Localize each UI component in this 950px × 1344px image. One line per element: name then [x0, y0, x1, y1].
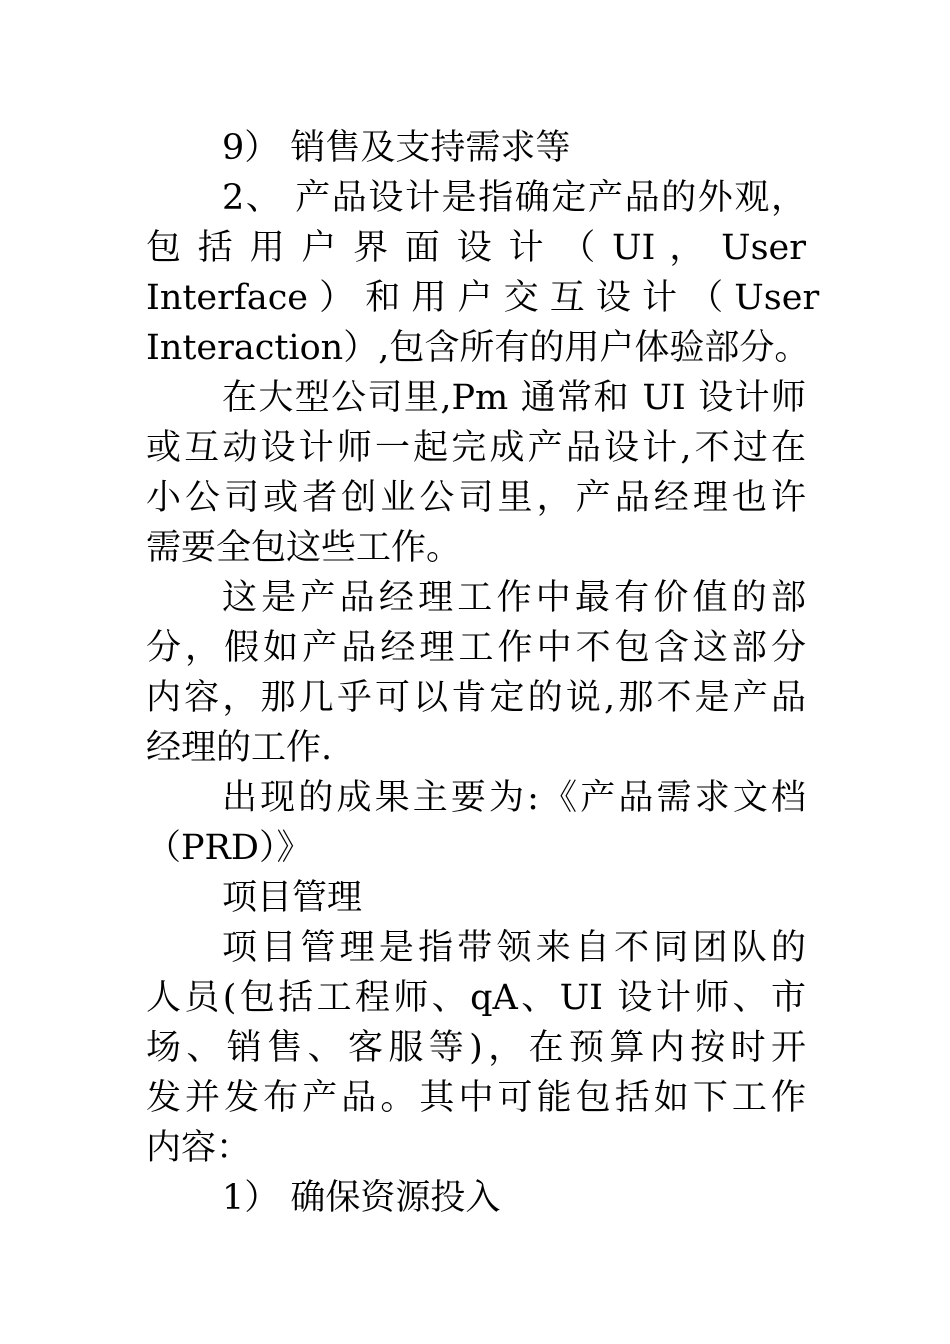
paragraph-line: 人员(包括工程师、qA、UI 设计师、市 [146, 978, 806, 1018]
paragraph-line: （PRD）》 [146, 828, 312, 868]
paragraph-line: 经理的工作. [146, 728, 333, 768]
paragraph-line: 发并发布产品。其中可能包括如下工作 [146, 1078, 806, 1118]
paragraph-line: 这是产品经理工作中最有价值的部 [222, 578, 806, 618]
list-item-1: 1） 确保资源投入 [222, 1178, 501, 1218]
list-item-9: 9） 销售及支持需求等 [222, 128, 571, 168]
paragraph-line: 场、销售、客服等)，在预算内按时开 [146, 1028, 806, 1068]
paragraph-line: 出现的成果主要为:《产品需求文档 [222, 778, 806, 818]
paragraph-line: 分，假如产品经理工作中不包含这部分 [146, 628, 806, 668]
paragraph-line: 内容，那几乎可以肯定的说,那不是产品 [146, 678, 806, 718]
paragraph-line: 需要全包这些工作。 [146, 528, 462, 568]
paragraph-line: 内容： [146, 1128, 252, 1168]
paragraph-line: 包 括 用 户 界 面 设 计 （ UI ， User [146, 228, 806, 268]
paragraph-line: 小公司或者创业公司里，产品经理也许 [146, 478, 806, 518]
paragraph-line: 在大型公司里,Pm 通常和 UI 设计师 [222, 378, 806, 418]
paragraph-line: 项目管理是指带领来自不同团队的 [222, 928, 806, 968]
paragraph-line: 2、 产品设计是指确定产品的外观， [222, 178, 806, 218]
paragraph-line: Interaction）,包含所有的用户体验部分。 [146, 328, 810, 368]
paragraph-line: 或互动设计师一起完成产品设计,不过在 [146, 428, 806, 468]
section-heading: 项目管理 [222, 878, 363, 918]
paragraph-line: Interface ） 和 用 户 交 互 设 计 （ User [146, 278, 820, 318]
